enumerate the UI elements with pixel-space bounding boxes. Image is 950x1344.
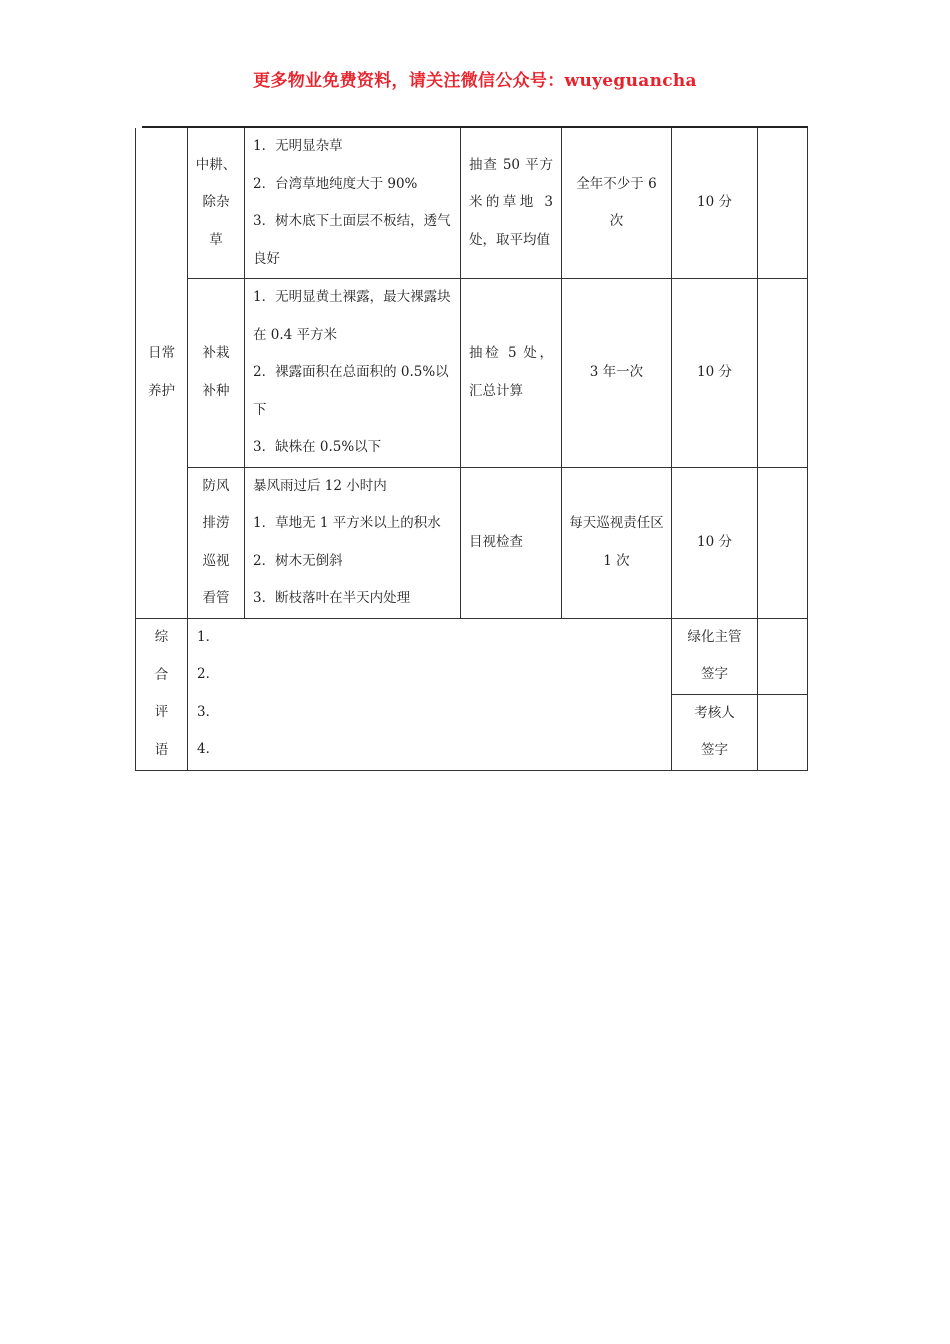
comment-line: 1． — [197, 628, 220, 645]
method-text: 抽查 50 平方米的草地 3 处，取平均值 — [469, 156, 553, 248]
standard-line: 1．无明显杂草 — [253, 138, 343, 154]
comments-label-char: 合 — [154, 666, 169, 683]
method-cell — [461, 279, 562, 468]
item-cell — [188, 467, 245, 618]
sign-label: 考核人 — [694, 704, 735, 721]
comments-label-char: 语 — [154, 741, 169, 758]
standard-line: 1．无明显黄土裸露，最大裸露块在 0.4 平方米 — [253, 289, 451, 343]
assessor-sign-label-cell — [672, 694, 758, 770]
item-label: 巡视 — [202, 552, 230, 569]
assessor-signature-cell — [758, 694, 808, 770]
item-cell — [188, 128, 245, 279]
score-cell — [672, 467, 758, 618]
category-label-line1: 日常 — [148, 345, 175, 362]
score-cell — [672, 128, 758, 279]
table-row — [136, 279, 808, 468]
frequency-cell — [562, 467, 672, 618]
standard-line: 暴风雨过后 12 小时内 — [253, 477, 387, 494]
score-text: 10 分 — [697, 194, 732, 211]
standard-line: 3．缺株在 0.5%以下 — [253, 439, 382, 455]
result-cell — [758, 467, 808, 618]
table-row — [136, 467, 808, 618]
comments-label-cell — [136, 618, 188, 770]
method-text: 目视检查 — [469, 533, 523, 550]
item-label: 补种 — [202, 382, 230, 399]
sign-label: 签字 — [701, 666, 728, 682]
item-label: 补栽 — [202, 345, 230, 362]
method-cell — [461, 128, 562, 279]
method-cell — [461, 467, 562, 618]
frequency-text: 每天巡视责任区 1 次 — [569, 515, 664, 569]
standard-line: 1．草地无 1 平方米以上的积水 — [253, 515, 441, 531]
standard-line: 2．裸露面积在总面积的 0.5%以下 — [253, 364, 449, 418]
item-label: 防风 — [202, 477, 230, 494]
comment-line: 4． — [197, 741, 220, 757]
score-text: 10 分 — [697, 533, 732, 550]
standard-line: 3．断枝落叶在半天内处理 — [253, 590, 411, 606]
assessment-table — [135, 128, 808, 771]
item-cell — [188, 279, 245, 468]
frequency-text: 全年不少于 6 次 — [576, 175, 657, 229]
result-cell — [758, 279, 808, 468]
item-label: 中耕、 — [195, 156, 237, 173]
item-label: 看管 — [202, 590, 230, 606]
supervisor-signature-cell — [758, 618, 808, 694]
score-cell — [672, 279, 758, 468]
comment-line: 3． — [197, 703, 220, 720]
table-row — [136, 128, 808, 279]
method-text: 抽检 5 处，汇总计算 — [469, 345, 553, 399]
item-label: 草 — [209, 231, 223, 248]
page-header-promo: 更多物业免费资料，请关注微信公众号：wuyeguancha — [253, 71, 697, 91]
standard-line: 2．树木无倒斜 — [253, 552, 343, 569]
standard-cell — [245, 279, 461, 468]
category-cell — [136, 128, 188, 618]
standard-line: 3．树木底下土面层不板结，透气良好 — [253, 213, 451, 267]
standard-cell — [245, 467, 461, 618]
supervisor-sign-label-cell — [672, 618, 758, 694]
category-label-line2: 养护 — [148, 382, 175, 399]
sign-label: 绿化主管 — [687, 628, 742, 645]
standard-line: 2．台湾草地纯度大于 90% — [253, 175, 418, 192]
comment-line: 2． — [197, 666, 220, 682]
score-text: 10 分 — [697, 364, 732, 380]
frequency-cell — [562, 128, 672, 279]
sign-label: 签字 — [701, 742, 728, 758]
comments-body-cell — [188, 618, 672, 770]
comments-row — [136, 618, 808, 694]
item-label: 除杂 — [202, 194, 230, 211]
comments-label-char: 评 — [154, 704, 169, 720]
frequency-text: 3 年一次 — [589, 364, 644, 380]
comments-label-char: 综 — [154, 629, 169, 645]
standard-cell — [245, 128, 461, 279]
result-cell — [758, 128, 808, 279]
item-label: 排涝 — [202, 515, 230, 531]
frequency-cell — [562, 279, 672, 468]
